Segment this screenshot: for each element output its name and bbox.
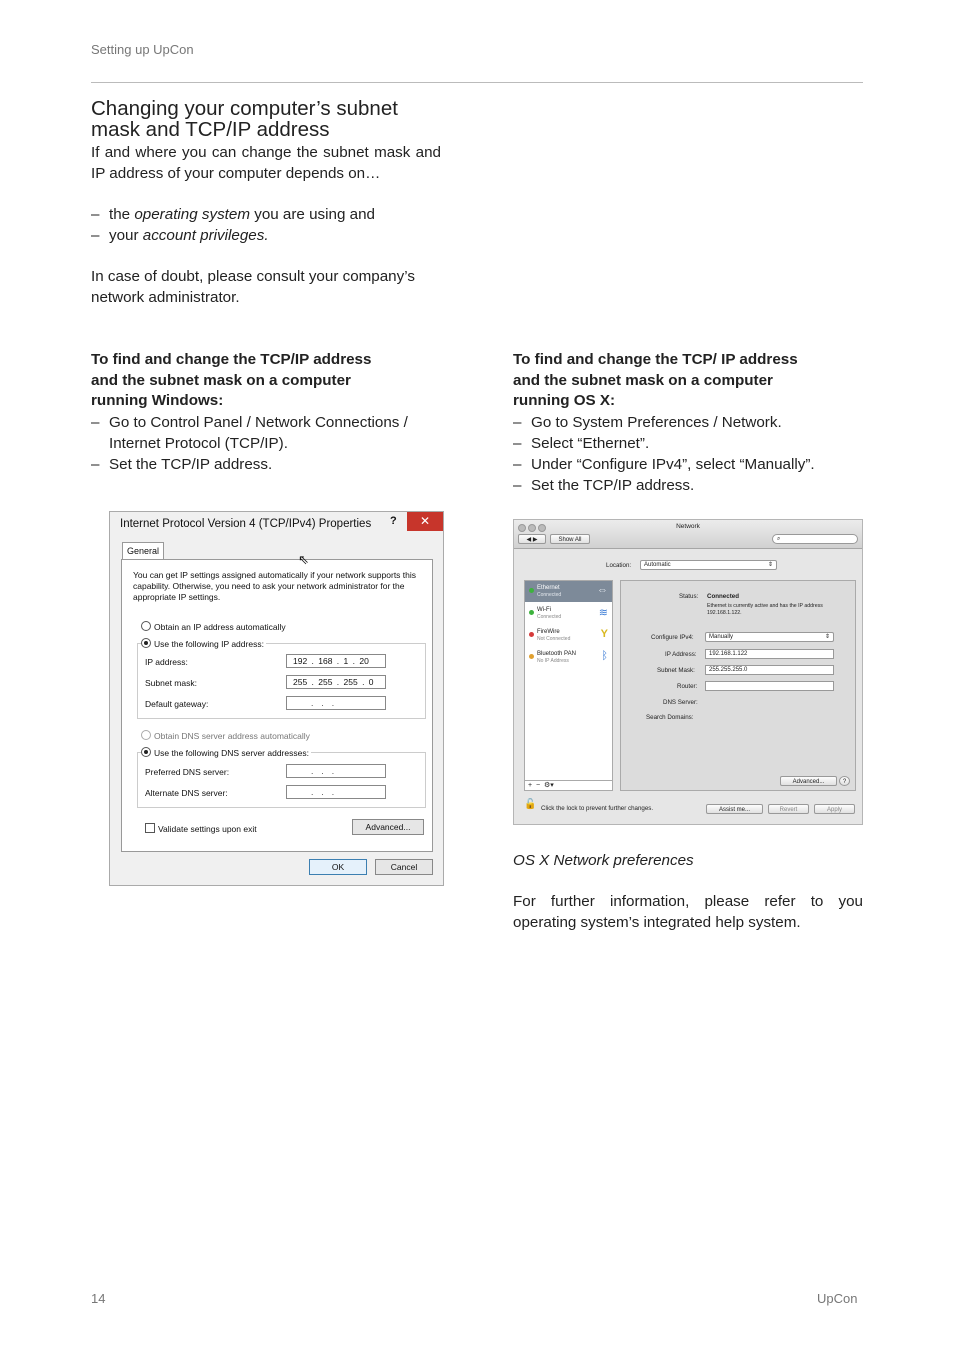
- ip-address-input[interactable]: 192 . 168 . 1 . 20: [286, 654, 386, 668]
- figure-caption: OS X Network preferences: [513, 852, 694, 869]
- doubt-paragraph: In case of doubt, please consult your company’s network administrator.: [91, 268, 415, 306]
- windows-step: – Go to Control Panel / Network Connections / Internet Protocol (TCP/IP).: [91, 414, 408, 452]
- revert-button[interactable]: Revert: [768, 804, 809, 814]
- subnet-mask-label: Subnet mask:: [145, 678, 197, 688]
- bullet-os: – the operating system you are using and: [91, 206, 375, 223]
- windows-steps: [91, 412, 443, 475]
- search-domains-label: Search Domains:: [646, 714, 694, 721]
- status-dot-icon: [529, 654, 534, 659]
- apply-button[interactable]: Apply: [814, 804, 855, 814]
- service-ethernet[interactable]: Ethernet Connected ⇔: [525, 581, 612, 602]
- configure-ipv4-label: Configure IPv4:: [651, 634, 694, 641]
- radio-icon: [141, 621, 151, 631]
- osx-steps: [513, 412, 863, 496]
- checkbox-icon: [145, 823, 155, 833]
- service-wifi[interactable]: Wi-Fi Connected ≋: [525, 603, 612, 624]
- tab-general[interactable]: General: [122, 542, 164, 560]
- windows-step: – Set the TCP/IP address.: [91, 456, 273, 473]
- subnet-mask-label: Subnet Mask:: [657, 667, 695, 674]
- radio-icon: [141, 730, 151, 740]
- intro-paragraph: If and where you can change the subnet mask and IP address of your computer depends on…: [91, 144, 441, 182]
- updown-icon: ⇕: [767, 562, 773, 568]
- osx-network-window: [513, 519, 863, 825]
- ip-address-input[interactable]: 192.168.1.122: [705, 649, 834, 659]
- status-dot-icon: [529, 632, 534, 637]
- alternate-dns-input[interactable]: ...: [286, 785, 386, 799]
- status-dot-icon: [529, 588, 534, 593]
- assist-me-button[interactable]: Assist me...: [706, 804, 763, 814]
- back-forward-icon[interactable]: ◀ ▶: [518, 534, 546, 544]
- running-header: Setting up UpCon: [91, 42, 194, 57]
- status-dot-icon: [529, 610, 534, 615]
- mouse-cursor-icon: ⇖: [298, 552, 309, 567]
- search-input[interactable]: [772, 534, 858, 544]
- radio-manual-ip[interactable]: Use the following IP address:: [141, 638, 266, 649]
- radio-auto-dns[interactable]: Obtain DNS server address automatically: [141, 730, 310, 741]
- help-button[interactable]: ?: [839, 776, 850, 786]
- lock-icon[interactable]: 🔓: [524, 799, 537, 810]
- radio-selected-icon: [141, 638, 151, 648]
- radio-auto-ip[interactable]: Obtain an IP address automatically: [141, 621, 286, 632]
- page-number: 14: [91, 1291, 106, 1306]
- router-input[interactable]: [705, 681, 834, 691]
- dialog-description: You can get IP settings assigned automatically if your network supports this capability. Otherwise, you need to ask your network administrator for the appropriate IP settings.: [133, 570, 417, 602]
- gateway-label: Default gateway:: [145, 699, 209, 709]
- advanced-button[interactable]: Advanced...: [352, 819, 424, 835]
- alternate-dns-label: Alternate DNS server:: [145, 788, 228, 798]
- osx-step: – Set the TCP/IP address.: [513, 477, 695, 494]
- router-label: Router:: [677, 683, 698, 690]
- status-note: Ethernet is currently active and has the IP address 192.168.1.122.: [707, 603, 823, 616]
- subnet-mask-input[interactable]: 255.255.255.0: [705, 665, 834, 675]
- close-button[interactable]: ✕: [407, 512, 443, 531]
- location-select[interactable]: Automatic ⇕: [640, 560, 777, 570]
- header-rule: [91, 82, 863, 83]
- window-title: Network: [676, 523, 700, 530]
- preferred-dns-label: Preferred DNS server:: [145, 767, 230, 777]
- ethernet-icon: ⇔: [597, 584, 608, 596]
- service-list-controls[interactable]: + − ⚙▾: [525, 780, 612, 790]
- dns-group: [137, 752, 426, 808]
- windows-tcpip-dialog: [109, 511, 444, 886]
- network-details-panel: [620, 580, 856, 791]
- subnet-mask-input[interactable]: 255 . 255 . 255 . 0: [286, 675, 386, 689]
- wifi-icon: ≋: [598, 607, 608, 619]
- lock-text: Click the lock to prevent further changes.: [541, 805, 654, 812]
- general-panel: [121, 559, 433, 852]
- gateway-input[interactable]: ...: [286, 696, 386, 710]
- updown-icon: ⇕: [824, 634, 830, 640]
- service-list: [524, 580, 613, 791]
- bluetooth-icon: ᛒ: [601, 650, 608, 662]
- cancel-button[interactable]: Cancel: [375, 859, 433, 875]
- help-button[interactable]: ?: [390, 515, 397, 527]
- status-label: Status:: [679, 593, 699, 600]
- service-bluetooth[interactable]: Bluetooth PAN No IP Address ᛒ: [525, 647, 612, 668]
- radio-selected-icon: [141, 747, 151, 757]
- ip-address-label: IP Address:: [665, 651, 697, 658]
- validate-checkbox[interactable]: Validate settings upon exit: [145, 823, 257, 834]
- osx-heading: To find and change the TCP/ IP address and the subnet mask on a computer running OS X:: [513, 351, 798, 409]
- windows-heading: To find and change the TCP/IP address and the subnet mask on a computer running Windows:: [91, 351, 372, 409]
- preferred-dns-input[interactable]: ...: [286, 764, 386, 778]
- osx-step: – Under “Configure IPv4”, select “Manually”.: [513, 456, 815, 473]
- radio-manual-dns[interactable]: Use the following DNS server addresses:: [141, 747, 311, 758]
- location-label: Location:: [606, 562, 632, 569]
- ok-button[interactable]: OK: [309, 859, 367, 875]
- status-value: Connected: [707, 593, 739, 600]
- ip-address-label: IP address:: [145, 657, 188, 667]
- show-all-button[interactable]: Show All: [550, 534, 590, 544]
- dialog-title: Internet Protocol Version 4 (TCP/IPv4) Properties: [120, 518, 372, 530]
- further-info-paragraph: For further information, please refer to you operating system’s integrated help system.: [513, 893, 863, 931]
- osx-step: – Select “Ethernet”.: [513, 435, 650, 452]
- osx-step: – Go to System Preferences / Network.: [513, 414, 782, 431]
- page-title: Changing your computer’s subnet mask and TCP/IP address: [91, 97, 398, 141]
- footer-product: UpCon: [817, 1291, 858, 1306]
- search-icon: ⌕: [777, 536, 781, 542]
- bullet-privileges: – your account privileges.: [91, 227, 269, 244]
- dns-server-label: DNS Server:: [663, 699, 698, 706]
- configure-ipv4-select[interactable]: Manually ⇕: [705, 632, 834, 642]
- osx-toolbar: [514, 520, 862, 549]
- firewire-icon: Y: [600, 628, 608, 640]
- advanced-button[interactable]: Advanced...: [780, 776, 837, 786]
- service-firewire[interactable]: FireWire Not Connected Y: [525, 625, 612, 646]
